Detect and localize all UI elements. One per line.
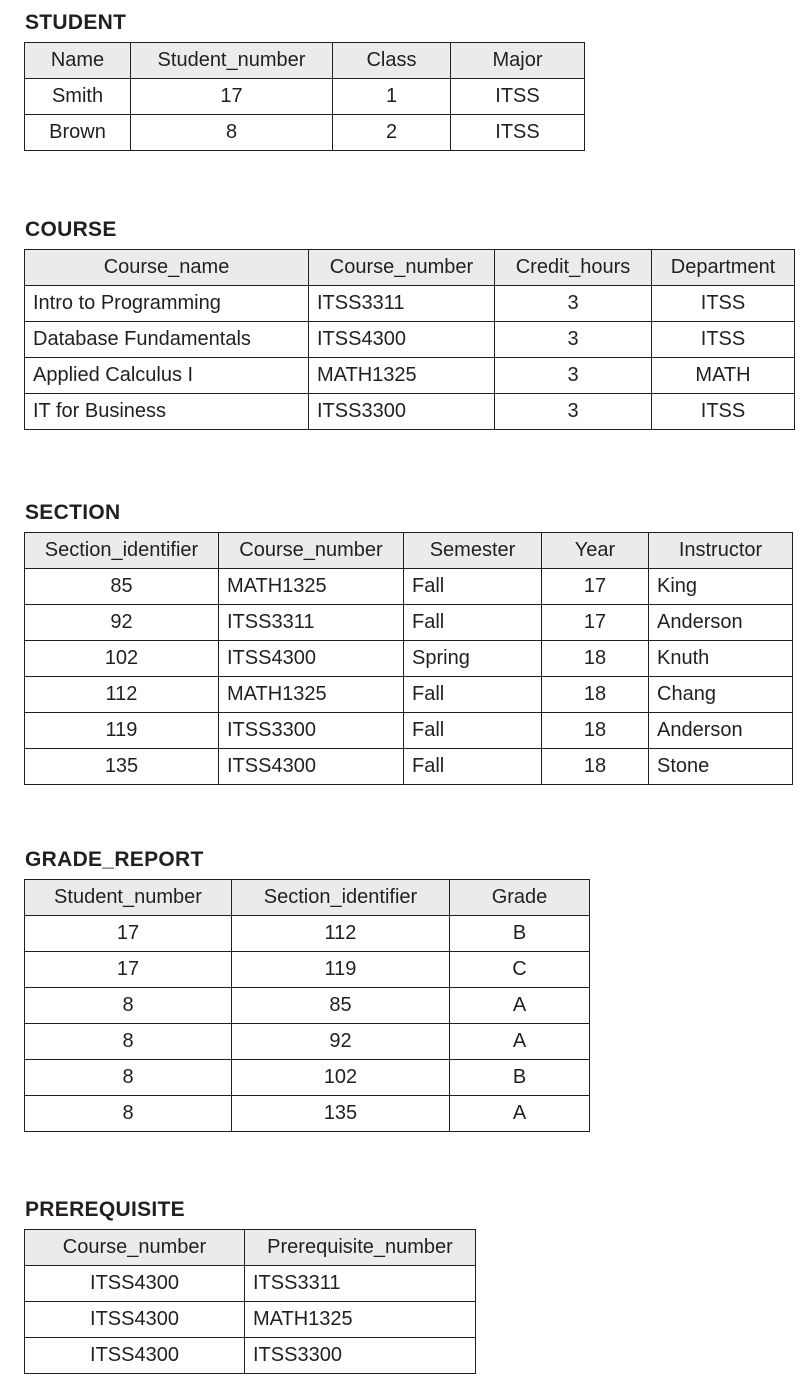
table-cell: ITSS4300 [219, 641, 404, 677]
column-header: Course_number [309, 250, 495, 286]
table-cell: ITSS3300 [245, 1338, 476, 1374]
table-cell: 8 [25, 1096, 232, 1132]
table-cell: 18 [542, 641, 649, 677]
table-cell: ITSS4300 [25, 1302, 245, 1338]
table-cell: ITSS [652, 322, 795, 358]
table-cell: 92 [25, 605, 219, 641]
prerequisite-table [24, 1229, 476, 1374]
column-header: Credit_hours [495, 250, 652, 286]
table-row [25, 952, 590, 988]
table-cell: MATH1325 [219, 677, 404, 713]
table-cell: A [450, 988, 590, 1024]
table-cell: Chang [649, 677, 793, 713]
column-header: Course_number [219, 533, 404, 569]
column-header: Course_number [25, 1230, 245, 1266]
table-cell: 8 [25, 1024, 232, 1060]
table-cell: C [450, 952, 590, 988]
table-cell: 112 [25, 677, 219, 713]
table-cell: MATH1325 [219, 569, 404, 605]
table-cell: 112 [232, 916, 450, 952]
column-header: Section_identifier [232, 880, 450, 916]
table-cell: ITSS [451, 79, 585, 115]
table-cell: ITSS4300 [309, 322, 495, 358]
table-row [25, 1266, 476, 1302]
table-header-row [25, 1230, 476, 1266]
table-cell: 119 [25, 713, 219, 749]
table-cell: 18 [542, 677, 649, 713]
table-cell: Fall [404, 677, 542, 713]
column-header: Student_number [131, 43, 333, 79]
table-cell: 17 [25, 952, 232, 988]
table-cell: Stone [649, 749, 793, 785]
section-table [24, 532, 793, 785]
table-cell: ITSS4300 [219, 749, 404, 785]
table-cell: A [450, 1096, 590, 1132]
table-row [25, 641, 793, 677]
column-header: Name [25, 43, 131, 79]
table-row [25, 749, 793, 785]
table-cell: 3 [495, 286, 652, 322]
table-row [25, 115, 585, 151]
table-cell: MATH [652, 358, 795, 394]
table-cell: Anderson [649, 713, 793, 749]
table-cell: ITSS3300 [219, 713, 404, 749]
table-cell: 102 [25, 641, 219, 677]
table-cell: 17 [25, 916, 232, 952]
table-cell: MATH1325 [245, 1302, 476, 1338]
table-header-row [25, 43, 585, 79]
table-header-row [25, 533, 793, 569]
column-header: Major [451, 43, 585, 79]
table-cell: Database Fundamentals [25, 322, 309, 358]
table-cell: 3 [495, 322, 652, 358]
section-relation [24, 500, 793, 785]
table-row [25, 286, 795, 322]
column-header: Grade [450, 880, 590, 916]
column-header: Department [652, 250, 795, 286]
table-cell: 1 [333, 79, 451, 115]
table-cell: IT for Business [25, 394, 309, 430]
table-cell: Fall [404, 749, 542, 785]
column-header: Section_identifier [25, 533, 219, 569]
table-cell: 119 [232, 952, 450, 988]
table-cell: ITSS4300 [25, 1266, 245, 1302]
table-cell: Fall [404, 569, 542, 605]
table-header-row [25, 880, 590, 916]
table-row [25, 605, 793, 641]
table-row [25, 394, 795, 430]
grade-report-table [24, 879, 590, 1132]
table-cell: King [649, 569, 793, 605]
table-cell: Smith [25, 79, 131, 115]
table-cell: Brown [25, 115, 131, 151]
table-row [25, 569, 793, 605]
student-table [24, 42, 585, 151]
table-cell: Knuth [649, 641, 793, 677]
student-relation [24, 10, 585, 151]
grade-report-relation [24, 847, 590, 1132]
course-relation [24, 217, 795, 430]
table-row [25, 677, 793, 713]
table-cell: 85 [25, 569, 219, 605]
table-row [25, 1060, 590, 1096]
table-row [25, 1024, 590, 1060]
prerequisite-title: PREREQUISITE [25, 1198, 185, 1221]
table-row [25, 1302, 476, 1338]
table-cell: 3 [495, 394, 652, 430]
table-cell: 135 [25, 749, 219, 785]
table-cell: 2 [333, 115, 451, 151]
table-cell: B [450, 916, 590, 952]
column-header: Year [542, 533, 649, 569]
table-cell: Fall [404, 605, 542, 641]
student-title: STUDENT [25, 11, 127, 34]
table-cell: ITSS4300 [25, 1338, 245, 1374]
table-cell: Anderson [649, 605, 793, 641]
table-cell: ITSS3311 [219, 605, 404, 641]
table-row [25, 322, 795, 358]
course-title: COURSE [25, 218, 117, 241]
table-cell: 102 [232, 1060, 450, 1096]
table-row [25, 916, 590, 952]
column-header: Prerequisite_number [245, 1230, 476, 1266]
course-table [24, 249, 795, 430]
table-cell: 18 [542, 713, 649, 749]
table-cell: Fall [404, 713, 542, 749]
column-header: Semester [404, 533, 542, 569]
table-row [25, 713, 793, 749]
table-cell: 85 [232, 988, 450, 1024]
prerequisite-relation [24, 1197, 476, 1374]
table-cell: Applied Calculus I [25, 358, 309, 394]
table-cell: 17 [542, 605, 649, 641]
table-cell: 3 [495, 358, 652, 394]
column-header: Student_number [25, 880, 232, 916]
column-header: Class [333, 43, 451, 79]
table-row [25, 358, 795, 394]
table-cell: 135 [232, 1096, 450, 1132]
table-row [25, 1096, 590, 1132]
table-cell: 8 [25, 1060, 232, 1096]
table-cell: 17 [542, 569, 649, 605]
table-cell: ITSS [652, 286, 795, 322]
table-cell: ITSS3300 [309, 394, 495, 430]
table-header-row [25, 250, 795, 286]
table-cell: ITSS [451, 115, 585, 151]
table-cell: Spring [404, 641, 542, 677]
table-cell: B [450, 1060, 590, 1096]
table-cell: ITSS3311 [245, 1266, 476, 1302]
table-row [25, 988, 590, 1024]
column-header: Instructor [649, 533, 793, 569]
table-cell: ITSS [652, 394, 795, 430]
table-cell: Intro to Programming [25, 286, 309, 322]
table-row [25, 1338, 476, 1374]
table-cell: MATH1325 [309, 358, 495, 394]
table-row [25, 79, 585, 115]
table-cell: ITSS3311 [309, 286, 495, 322]
table-cell: 17 [131, 79, 333, 115]
column-header: Course_name [25, 250, 309, 286]
table-cell: 8 [25, 988, 232, 1024]
table-cell: 18 [542, 749, 649, 785]
section-title: SECTION [25, 501, 121, 524]
table-cell: 92 [232, 1024, 450, 1060]
table-cell: A [450, 1024, 590, 1060]
grade-report-title: GRADE_REPORT [25, 848, 204, 871]
table-cell: 8 [131, 115, 333, 151]
